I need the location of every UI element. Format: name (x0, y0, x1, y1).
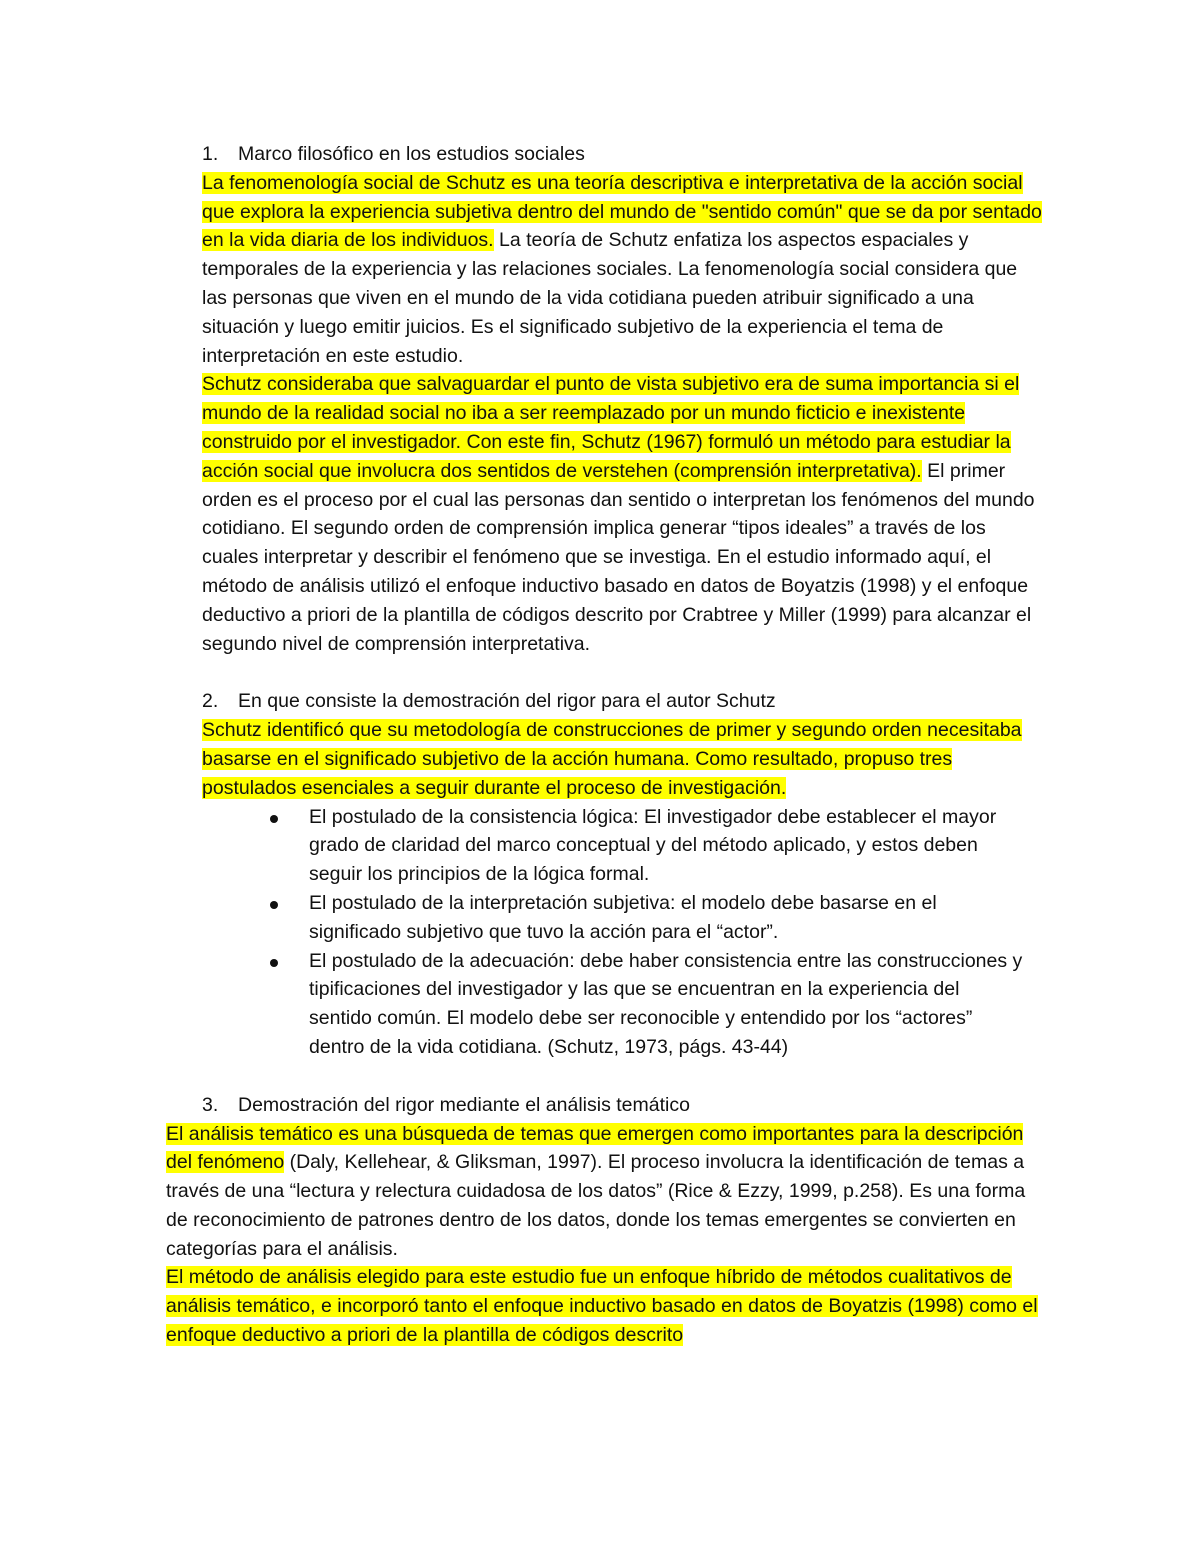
section-3-number: 3. (202, 1093, 219, 1116)
section-2-title: En que consiste la demostración del rigor para el autor Schutz (238, 690, 776, 713)
section-2-heading (0, 687, 1200, 716)
section-1-number: 1. (202, 143, 219, 165)
list-item (0, 803, 1024, 889)
section-2-paragraph (202, 716, 1042, 802)
bullet-icon (270, 959, 278, 967)
section-3-paragraph (166, 1120, 1046, 1350)
section-1-heading (0, 140, 1200, 169)
bullet-icon (270, 901, 278, 909)
postulates-list (0, 803, 1200, 1062)
highlighted-text: Schutz identificó que su metodología de construcciones de primer y segundo orden necesitaba basarse en el significado subjetivo de la acción humana. Como resultado, propuso tres postulados esenciales a seguir durante el proceso de investigación. (202, 719, 1022, 799)
section-1-paragraph (202, 169, 1042, 659)
highlighted-text: La fenomenología social de Schutz es una teoría descriptiva e interpretativa de la acción social que explora la experiencia subjetiva dentro del mundo de "sentido común" que se da por sentado en la vida diaria de los individuos. (202, 171, 1042, 252)
section-2-number: 2. (202, 690, 219, 713)
body-text: El primer orden es el proceso por el cual las personas dan sentido o interpretan los fenómenos del mundo cotidiano. El segundo orden de comprensión implica generar “tipos ideales” a través de los cuales interpretar y describir el fenómeno que se investiga. En el estudio informado aquí, el método de análisis utilizó el enfoque inductivo basado en datos de Boyatzis (1998) y el enfoque deductivo a priori de la plantilla de códigos descrito por Crabtree y Miller (1999) para alcanzar el segundo nivel de comprensión interpretativa. (202, 459, 1035, 655)
section-3-heading (0, 1091, 1200, 1120)
highlighted-text: El método de análisis elegido para este estudio fue un enfoque híbrido de métodos cualitativos de análisis temático, e incorporó tanto el enfoque inductivo basado en datos de Boyatzis (1998) como el enfoque deductivo a priori de la plantilla de códigos descrito (166, 1266, 1038, 1347)
list-item-text: El postulado de la adecuación: debe haber consistencia entre las construcciones y tipificaciones del investigador y las que se encuentran en la experiencia del sentido común. El modelo debe ser reconocible y entendido por los “actores” dentro de la vida cotidiana. (Schutz, 1973, págs. 43-44) (309, 949, 1023, 1058)
body-text: (Daly, Kellehear, & Gliksman, 1997). El proceso involucra la identificación de temas a través de una “lectura y relectura cuidadosa de los datos” (Rice & Ezzy, 1999, p.258). Es una forma de reconocimiento de patrones dentro de los datos, donde los temas emergentes se convierten en categorías para el análisis. (166, 1151, 1026, 1260)
body-text: La teoría de Schutz enfatiza los aspectos espaciales y temporales de la experiencia y las relaciones sociales. La fenomenología social considera que las personas que viven en el mundo de la vida cotidiana pueden atribuir significado a una situación y luego emitir juicios. Es el significado subjetivo de la experiencia el tema de interpretación en este estudio. (202, 229, 1018, 367)
list-item-text: El postulado de la interpretación subjetiva: el modelo debe basarse en el significado subjetivo que tuvo la acción para el “actor”. (309, 891, 937, 943)
document-body (0, 140, 1200, 1350)
bullet-icon (270, 815, 278, 823)
section-3-title: Demostración del rigor mediante el análisis temático (238, 1093, 690, 1116)
section-1-title: Marco filosófico en los estudios sociales (238, 143, 585, 165)
highlighted-text: Schutz consideraba que salvaguardar el punto de vista subjetivo era de suma importancia si el mundo de la realidad social no iba a ser reemplazado por un mundo ficticio e inexistente construido por el investigador. Con este fin, Schutz (1967) formuló un método para estudiar la acción social que involucra dos sentidos de verstehen (comprensión interpretativa). (202, 373, 1020, 482)
list-item-text: El postulado de la consistencia lógica: El investigador debe establecer el mayor grado de claridad del marco conceptual y del método aplicado, y estos deben seguir los principios de la lógica formal. (309, 805, 997, 886)
highlighted-text: El análisis temático es una búsqueda de temas que emergen como importantes para la descripción del fenómeno (166, 1122, 1024, 1174)
list-item (0, 947, 1024, 1062)
list-item (0, 889, 1024, 947)
